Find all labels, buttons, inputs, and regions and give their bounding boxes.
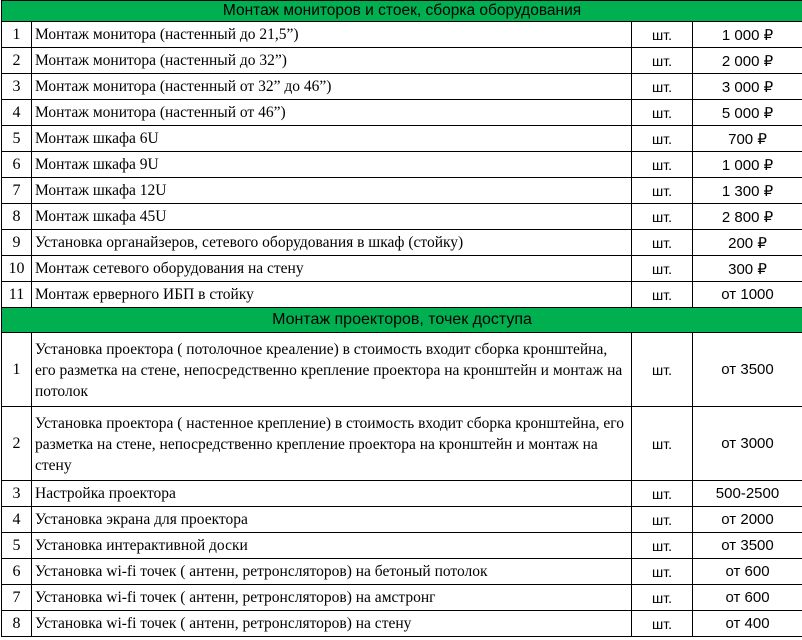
table-row bbox=[2, 559, 802, 585]
row-number: 6 bbox=[2, 559, 32, 585]
row-number: 6 bbox=[2, 152, 32, 178]
service-name: Монтаж монитора (настенный от 46”) bbox=[32, 100, 632, 126]
section-header-monitors bbox=[2, 1, 802, 22]
row-number: 2 bbox=[2, 48, 32, 74]
price: от 1000 bbox=[693, 282, 802, 308]
row-number: 3 bbox=[2, 74, 32, 100]
row-number: 3 bbox=[2, 481, 32, 507]
table-row bbox=[2, 481, 802, 507]
unit: шт. bbox=[632, 152, 693, 178]
unit: шт. bbox=[632, 333, 693, 407]
unit: шт. bbox=[632, 22, 693, 48]
table-row bbox=[2, 256, 802, 282]
unit: шт. bbox=[632, 100, 693, 126]
table-row bbox=[2, 152, 802, 178]
unit: шт. bbox=[632, 282, 693, 308]
price: 1 300 ₽ bbox=[693, 178, 802, 204]
unit: шт. bbox=[632, 256, 693, 282]
unit: шт. bbox=[632, 48, 693, 74]
unit: шт. bbox=[632, 230, 693, 256]
price: 5 000 ₽ bbox=[693, 100, 802, 126]
unit: шт. bbox=[632, 407, 693, 481]
price: 500-2500 bbox=[693, 481, 802, 507]
row-number: 7 bbox=[2, 585, 32, 611]
table-row bbox=[2, 100, 802, 126]
row-number: 4 bbox=[2, 100, 32, 126]
price: от 400 bbox=[693, 611, 802, 637]
service-name: Настройка проектора bbox=[32, 481, 632, 507]
row-number: 2 bbox=[2, 407, 32, 481]
table-row bbox=[2, 507, 802, 533]
service-name: Установка органайзеров, сетевого оборудования в шкаф (стойку) bbox=[32, 230, 632, 256]
unit: шт. bbox=[632, 481, 693, 507]
table-row bbox=[2, 585, 802, 611]
table-row bbox=[2, 407, 802, 481]
service-name: Монтаж монитора (настенный до 32”) bbox=[32, 48, 632, 74]
row-number: 5 bbox=[2, 533, 32, 559]
row-number: 4 bbox=[2, 507, 32, 533]
table-row bbox=[2, 333, 802, 407]
price: 200 ₽ bbox=[693, 230, 802, 256]
price: 1 000 ₽ bbox=[693, 22, 802, 48]
row-number: 7 bbox=[2, 178, 32, 204]
service-name: Монтаж шкафа 45U bbox=[32, 204, 632, 230]
service-name: Установка wi-fi точек ( антенн, ретронсляторов) на бетоный потолок bbox=[32, 559, 632, 585]
service-name: Установка интерактивной доски bbox=[32, 533, 632, 559]
unit: шт. bbox=[632, 178, 693, 204]
service-name: Монтаж шкафа 6U bbox=[32, 126, 632, 152]
price: 3 000 ₽ bbox=[693, 74, 802, 100]
unit: шт. bbox=[632, 507, 693, 533]
price-table-body bbox=[2, 1, 802, 637]
service-name: Монтаж сетевого оборудования на стену bbox=[32, 256, 632, 282]
service-name: Установка экрана для проектора bbox=[32, 507, 632, 533]
service-name: Монтаж ерверного ИБП в стойку bbox=[32, 282, 632, 308]
price: 2 000 ₽ bbox=[693, 48, 802, 74]
service-name: Установка wi-fi точек ( антенн, ретронсляторов) на стену bbox=[32, 611, 632, 637]
price: 2 800 ₽ bbox=[693, 204, 802, 230]
price: от 3000 bbox=[693, 407, 802, 481]
unit: шт. bbox=[632, 559, 693, 585]
row-number: 8 bbox=[2, 611, 32, 637]
unit: шт. bbox=[632, 585, 693, 611]
row-number: 5 bbox=[2, 126, 32, 152]
unit: шт. bbox=[632, 533, 693, 559]
table-row bbox=[2, 204, 802, 230]
table-row bbox=[2, 282, 802, 308]
service-name: Монтаж монитора (настенный от 32” до 46”) bbox=[32, 74, 632, 100]
price: от 3500 bbox=[693, 333, 802, 407]
price: 700 ₽ bbox=[693, 126, 802, 152]
row-number: 10 bbox=[2, 256, 32, 282]
unit: шт. bbox=[632, 611, 693, 637]
service-name: Монтаж шкафа 9U bbox=[32, 152, 632, 178]
row-number: 1 bbox=[2, 333, 32, 407]
price-table bbox=[1, 0, 802, 637]
unit: шт. bbox=[632, 204, 693, 230]
unit: шт. bbox=[632, 74, 693, 100]
row-number: 1 bbox=[2, 22, 32, 48]
service-name: Монтаж монитора (настенный до 21,5”) bbox=[32, 22, 632, 48]
service-name: Установка проектора ( настенное крепление) в стоимость входит сборка кронштейна, его разметка на стене, непосредственно крепление проектора на кронштейн и монтаж на стену bbox=[32, 407, 632, 481]
price: от 3500 bbox=[693, 533, 802, 559]
section-title: Монтаж проекторов, точек доступа bbox=[2, 308, 802, 333]
price: от 2000 bbox=[693, 507, 802, 533]
price: от 600 bbox=[693, 559, 802, 585]
service-name: Монтаж шкафа 12U bbox=[32, 178, 632, 204]
table-row bbox=[2, 178, 802, 204]
table-row bbox=[2, 230, 802, 256]
table-row bbox=[2, 611, 802, 637]
price: от 600 bbox=[693, 585, 802, 611]
table-row bbox=[2, 533, 802, 559]
service-name: Установка wi-fi точек ( антенн, ретронсляторов) на амстронг bbox=[32, 585, 632, 611]
section-header-projectors bbox=[2, 308, 802, 333]
row-number: 8 bbox=[2, 204, 32, 230]
section-title: Монтаж мониторов и стоек, сборка оборудования bbox=[2, 1, 802, 22]
row-number: 9 bbox=[2, 230, 32, 256]
price: 1 000 ₽ bbox=[693, 152, 802, 178]
table-row bbox=[2, 74, 802, 100]
row-number: 11 bbox=[2, 282, 32, 308]
service-name: Установка проектора ( потолочное креаление) в стоимость входит сборка кронштейна, его разметка на стене, непосредственно крепление проектора на кронштейн и монтаж на потолок bbox=[32, 333, 632, 407]
unit: шт. bbox=[632, 126, 693, 152]
table-row bbox=[2, 22, 802, 48]
price: 300 ₽ bbox=[693, 256, 802, 282]
table-row bbox=[2, 126, 802, 152]
table-row bbox=[2, 48, 802, 74]
